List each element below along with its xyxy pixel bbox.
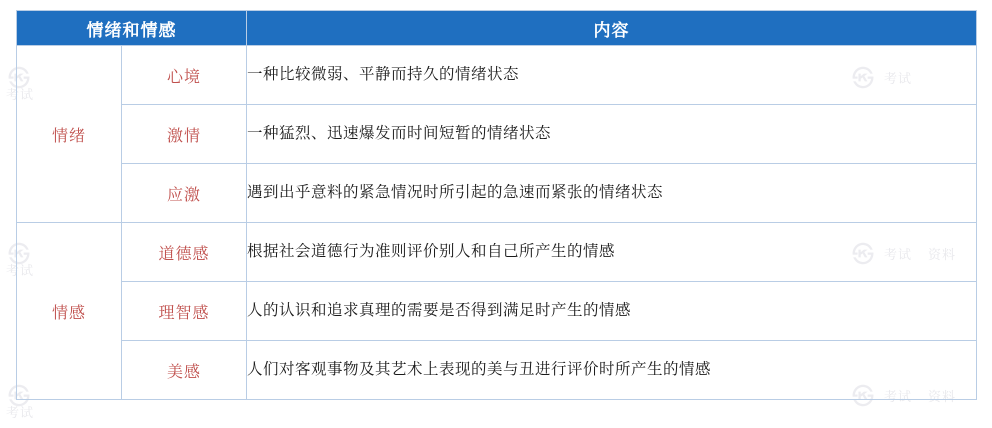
watermark-text: 考试 — [884, 71, 913, 86]
content-cell: 一种比较微弱、平静而持久的情绪状态 — [247, 46, 977, 105]
category-cell-emotion: 情绪 — [17, 46, 122, 223]
watermark-mark: ㉿ — [8, 66, 32, 91]
content-cell: 人们对客观事物及其艺术上表现的美与丑进行评价时所产生的情感 — [247, 341, 977, 400]
content-cell: 人的认识和追求真理的需要是否得到满足时产生的情感 — [247, 282, 977, 341]
subtype-cell: 心境 — [122, 46, 247, 105]
table-row — [17, 105, 977, 164]
header-cell-content: 内容 — [247, 11, 977, 46]
content-cell: 遇到出乎意料的紧急情况时所引起的急速而紧张的情绪状态 — [247, 164, 977, 223]
table-row — [17, 282, 977, 341]
watermark-mark: ㉿ — [8, 242, 32, 267]
subtype-cell: 激情 — [122, 105, 247, 164]
watermark-text: 考试 — [884, 389, 913, 404]
watermark-text: 考试 — [6, 87, 35, 102]
subtype-cell: 应激 — [122, 164, 247, 223]
watermark-mark: ㉿ — [852, 66, 876, 91]
watermark-text: 资料 — [928, 389, 957, 404]
watermark-text: 考试 — [6, 263, 35, 278]
watermark-mark: ㉿ — [852, 242, 876, 267]
subtype-cell: 道德感 — [122, 223, 247, 282]
watermark-mark: ㉿ — [852, 384, 876, 409]
table-row — [17, 223, 977, 282]
header-cell-category: 情绪和情感 — [17, 11, 247, 46]
table-header-row — [17, 11, 977, 46]
watermark-text: 考试 — [884, 247, 913, 262]
category-cell-feeling: 情感 — [17, 223, 122, 400]
content-cell: 一种猛烈、迅速爆发而时间短暂的情绪状态 — [247, 105, 977, 164]
subtype-cell: 理智感 — [122, 282, 247, 341]
watermark-text: 资料 — [928, 247, 957, 262]
emotion-feeling-table — [16, 10, 977, 400]
document-page — [0, 10, 992, 428]
table-row — [17, 164, 977, 223]
watermark-text: 考试 — [6, 405, 35, 420]
table-row — [17, 341, 977, 400]
watermark-mark: ㉿ — [8, 384, 32, 409]
subtype-cell: 美感 — [122, 341, 247, 400]
table-row — [17, 46, 977, 105]
content-cell: 根据社会道德行为准则评价别人和自己所产生的情感 — [247, 223, 977, 282]
